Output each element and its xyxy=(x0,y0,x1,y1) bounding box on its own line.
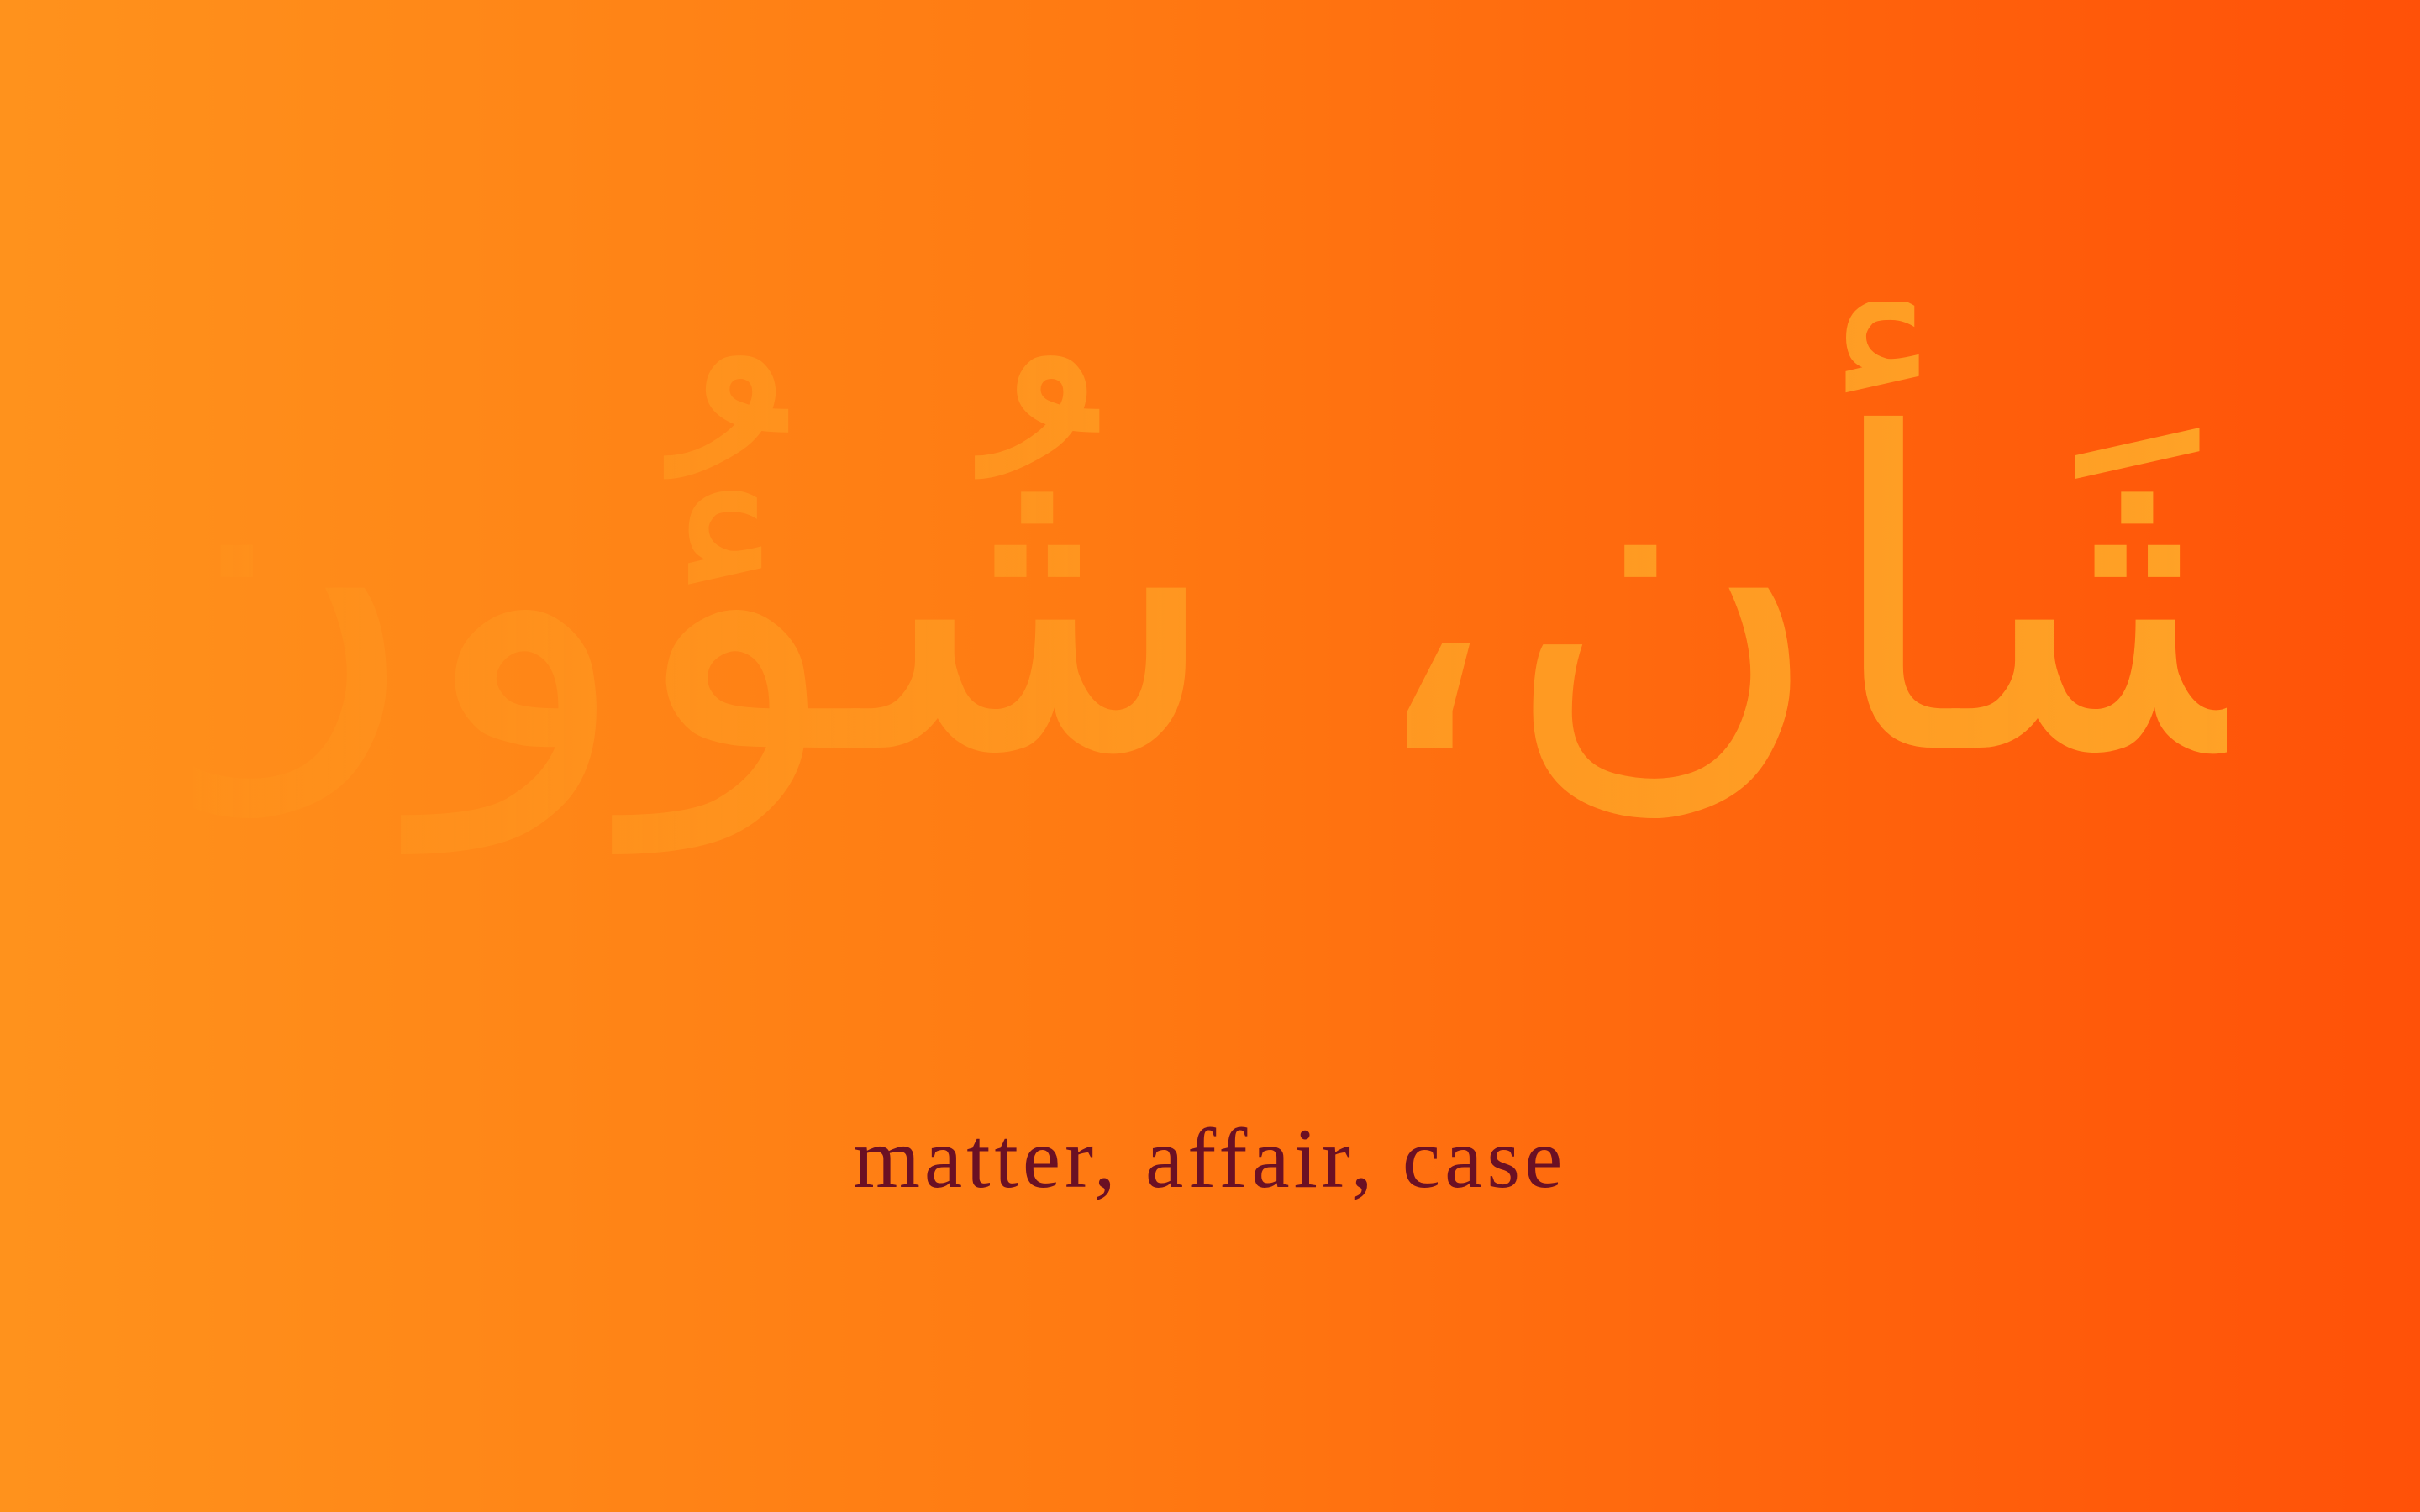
english-translation: matter, affair, case xyxy=(853,1111,1567,1206)
arabic-word-text: شَأْن، شُؤُون xyxy=(193,302,2227,890)
